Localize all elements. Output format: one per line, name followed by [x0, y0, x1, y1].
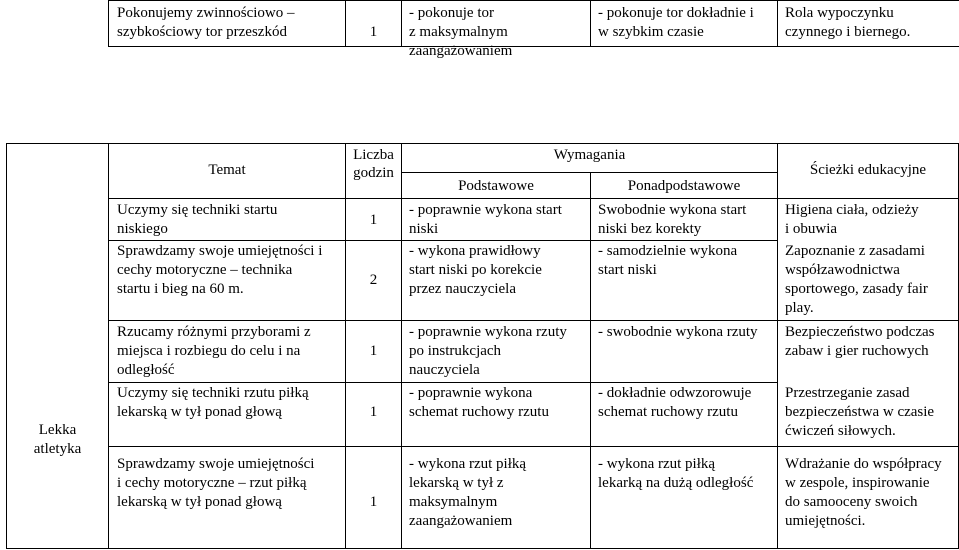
row2-temat-line: startu i bieg na 60 m. [117, 281, 244, 297]
row1-sciezki-line: i obuwia [785, 221, 838, 237]
row5-sciezki-line: do samooceny swoich [785, 494, 918, 510]
top-temat-line: szybkościowy tor przeszkód [117, 24, 287, 40]
row2-temat-line: Sprawdzamy swoje umiejętności i [117, 243, 323, 259]
row5-podstawowe-line: lekarską w tył z [409, 475, 504, 491]
row3-sciezki-line: Bezpieczeństwo podczas [785, 324, 935, 340]
row3-temat-line: odległość [117, 362, 175, 378]
row5-temat-line: Sprawdzamy swoje umiejętności [117, 456, 315, 472]
row-line [108, 382, 777, 383]
row5-temat-line: i cechy motoryczne – rzut piłką [117, 475, 307, 491]
row1-podstawowe-line: - poprawnie wykona start [409, 202, 562, 218]
table-border-bottom [6, 548, 959, 549]
col-line [401, 143, 402, 549]
row4-temat-line: Uczymy się techniki rzutu piłką [117, 385, 309, 401]
row3-podstawowe-line: po instrukcjach [409, 343, 502, 359]
row5-temat-line: lekarską w tył ponad głową [117, 494, 282, 510]
row1-podstawowe-line: niski [409, 221, 439, 237]
row3-temat-line: miejsca i rozbiegu do celu i na [117, 343, 301, 359]
row3-godziny: 1 [369, 343, 378, 359]
row-line [108, 446, 959, 447]
section-label-line: Lekka [38, 422, 77, 438]
row3-podstawowe-line: - poprawnie wykona rzuty [409, 324, 567, 340]
row4-sciezki-line: Przestrzeganie zasad [785, 385, 910, 401]
top-table-border-bottom [108, 46, 959, 47]
col-line [6, 143, 7, 549]
top-godziny: 1 [369, 24, 378, 40]
row5-ponad-line: lekarką na dużą odległość [598, 475, 754, 491]
header-godzin: godzin [353, 165, 394, 181]
top-temat-line: Pokonujemy zwinnościowo – [117, 5, 295, 21]
header-liczba: Liczba [353, 147, 394, 163]
row5-podstawowe-line: - wykona rzut piłką [409, 456, 527, 472]
row4-godziny: 1 [369, 404, 378, 420]
row4-ponad-line: - dokładnie odwzorowuje [598, 385, 752, 401]
row-line [108, 240, 777, 241]
row2-podstawowe-line: start niski po korekcie [409, 262, 542, 278]
header-temat: Temat [208, 162, 246, 178]
top-podstawowe-line: z maksymalnym [409, 24, 508, 40]
col-line [590, 172, 591, 549]
top-col-line [590, 0, 591, 47]
top-sciezki-line: czynnego i biernego. [785, 24, 911, 40]
row2-godziny: 2 [369, 272, 378, 288]
row5-podstawowe-line: maksymalnym [409, 494, 498, 510]
top-col-line [401, 0, 402, 47]
header-sciezki: Ścieżki edukacyjne [809, 162, 927, 178]
header-bottom-line [108, 198, 959, 199]
section-label-line: atletyka [33, 441, 82, 457]
row1-ponad-line: Swobodnie wykona start [598, 202, 747, 218]
row5-sciezki-line: w zespole, inspirowanie [785, 475, 930, 491]
row2-sciezki-line: współzawodnictwa [785, 262, 900, 278]
row1-ponad-line: niski bez korekty [598, 221, 702, 237]
row1-godziny: 1 [369, 212, 378, 228]
row5-podstawowe-line: zaangażowaniem [409, 513, 513, 529]
row4-sciezki-line: bezpieczeństwa w czasie [785, 404, 935, 420]
row2-podstawowe-line: - wykona prawidłowy [409, 243, 541, 259]
header-ponadpodstawowe: Ponadpodstawowe [627, 178, 741, 194]
top-ponad-line: w szybkim czasie [598, 24, 704, 40]
top-podstawowe-line: - pokonuje tor [409, 5, 494, 21]
wymagania-subheader-line [401, 172, 777, 173]
row4-podstawowe-line: - poprawnie wykona [409, 385, 533, 401]
top-col-line [108, 0, 109, 47]
row3-sciezki-line: zabaw i gier ruchowych [785, 343, 929, 359]
row2-ponad-line: start niski [598, 262, 657, 278]
col-line [777, 143, 778, 549]
row2-sciezki-line: sportowego, zasady fair [785, 281, 928, 297]
row4-sciezki-line: ćwiczeń siłowych. [785, 423, 896, 439]
table-border-top [6, 143, 959, 144]
row1-temat-line: niskiego [117, 221, 168, 237]
row3-temat-line: Rzucamy różnymi przyborami z [117, 324, 311, 340]
row5-godziny: 1 [369, 494, 378, 510]
row2-podstawowe-line: przez nauczyciela [409, 281, 516, 297]
top-sciezki-line: Rola wypoczynku [785, 5, 894, 21]
row1-temat-line: Uczymy się techniki startu [117, 202, 278, 218]
row-line [108, 320, 959, 321]
row2-temat-line: cechy motoryczne – technika [117, 262, 293, 278]
top-table-border-top [108, 0, 959, 1]
row3-podstawowe-line: nauczyciela [409, 362, 480, 378]
top-ponad-line: - pokonuje tor dokładnie i [598, 5, 754, 21]
row1-sciezki-line: Higiena ciała, odzieży [785, 202, 919, 218]
top-podstawowe-line: zaangażowaniem [409, 43, 513, 59]
header-podstawowe: Podstawowe [458, 178, 534, 194]
row2-sciezki-line: Zapoznanie z zasadami [785, 243, 925, 259]
row5-ponad-line: - wykona rzut piłką [598, 456, 716, 472]
row2-ponad-line: - samodzielnie wykona [598, 243, 738, 259]
header-wymagania: Wymagania [553, 147, 626, 163]
row5-sciezki-line: umiejętności. [785, 513, 866, 529]
row4-podstawowe-line: schemat ruchowy rzutu [409, 404, 549, 420]
top-col-line [777, 0, 778, 47]
row3-ponad-line: - swobodnie wykona rzuty [598, 324, 758, 340]
row5-sciezki-line: Wdrażanie do współpracy [785, 456, 942, 472]
col-line [108, 143, 109, 549]
row4-ponad-line: schemat ruchowy rzutu [598, 404, 738, 420]
row2-sciezki-line: play. [785, 300, 814, 316]
row4-temat-line: lekarską w tył ponad głową [117, 404, 282, 420]
